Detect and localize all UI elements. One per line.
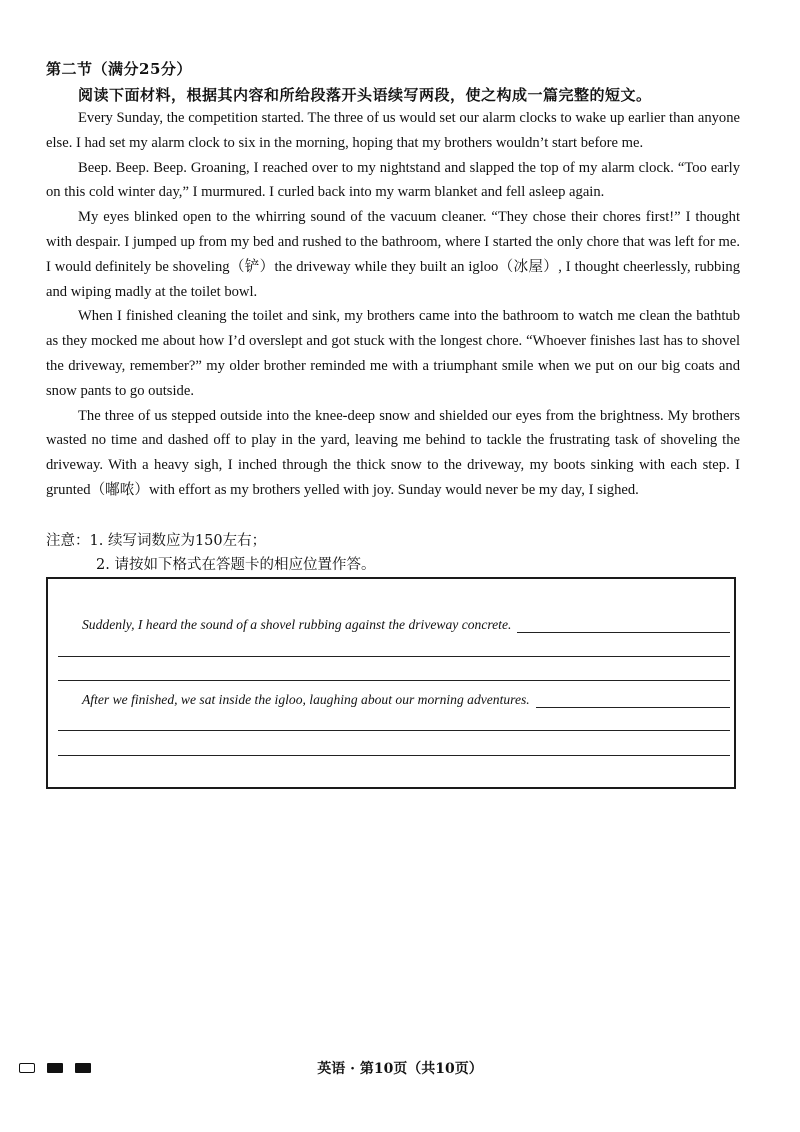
note-answer-format: 2. 请按如下格式在答题卡的相应位置作答。 — [96, 557, 376, 573]
answer-line[interactable] — [58, 755, 730, 756]
note-word-count: 注意：1. 续写词数应为150左右； — [46, 533, 267, 549]
notes — [46, 529, 375, 577]
continuation-prompt-1 — [82, 613, 730, 633]
prompt-text-2: After we finished, we sat inside the igloo, laughing about our morning adventures. — [82, 692, 530, 707]
prompt-text-1: Suddenly, I heard the sound of a shovel rubbing against the driveway concrete. — [82, 617, 512, 632]
answer-line[interactable] — [517, 618, 730, 633]
passage-paragraph: Every Sunday, the competition started. The three of us would set our alarm clocks to wake up earlier than anyone else. I had set my alarm clock to six in the morning, hoping that my brothers wouldn’t start before me. — [46, 110, 740, 151]
reading-passage — [46, 106, 740, 503]
passage-paragraph: The three of us stepped outside into the knee-deep snow and shielded our eyes from the brightness. My brothers wasted no time and dashed off to play in the yard, leaving me behind to tackle the frustrating task of shoveling the driveway. With a heavy sigh, I inched through the thick snow to the driveway, my boots sinking with each step. I grunted（嘟哝）with effort as my brothers yelled with joy. Sunday would never be my day, I sighed. — [46, 407, 740, 498]
passage-paragraph: Beep. Beep. Beep. Groaning, I reached over to my nightstand and slapped the top of my alarm clock. “Too early on this cold winter day,” I murmured. I curled back into my warm blanket and fell asleep again. — [46, 159, 740, 201]
page-number: 英语 · 第10页（共10页） — [317, 1061, 483, 1077]
section-instruction: 阅读下面材料，根据其内容和所给段落开头语续写两段，使之构成一篇完整的短文。 — [78, 86, 652, 104]
answer-line[interactable] — [536, 693, 730, 708]
answer-line[interactable] — [58, 656, 730, 657]
answer-line[interactable] — [58, 680, 730, 681]
passage-paragraph: My eyes blinked open to the whirring sound of the vacuum cleaner. “They chose their chores first!” I thought with despair. I jumped up from my bed and rushed to the bathroom, where I started the only chore that was left for me. I would definitely be shoveling（铲）the driveway while they built an igloo（冰屋）, I thought cheerlessly, rubbing and wiping madly at the toilet bowl. — [46, 209, 740, 300]
answer-line[interactable] — [58, 730, 730, 731]
continuation-prompt-2 — [82, 688, 730, 708]
section-title: 第二节（满分25分） — [46, 60, 192, 78]
answer-box — [46, 577, 736, 789]
passage-paragraph: When I finished cleaning the toilet and sink, my brothers came into the bathroom to watch me clean the bathtub as they mocked me about how I’d overslept and got stuck with the longest chore. “Whoever finishes last has to shovel the driveway, remember?” my older brother reminded me with a triumphant smile when we put on our big coats and snow pants to go outside. — [46, 308, 740, 399]
